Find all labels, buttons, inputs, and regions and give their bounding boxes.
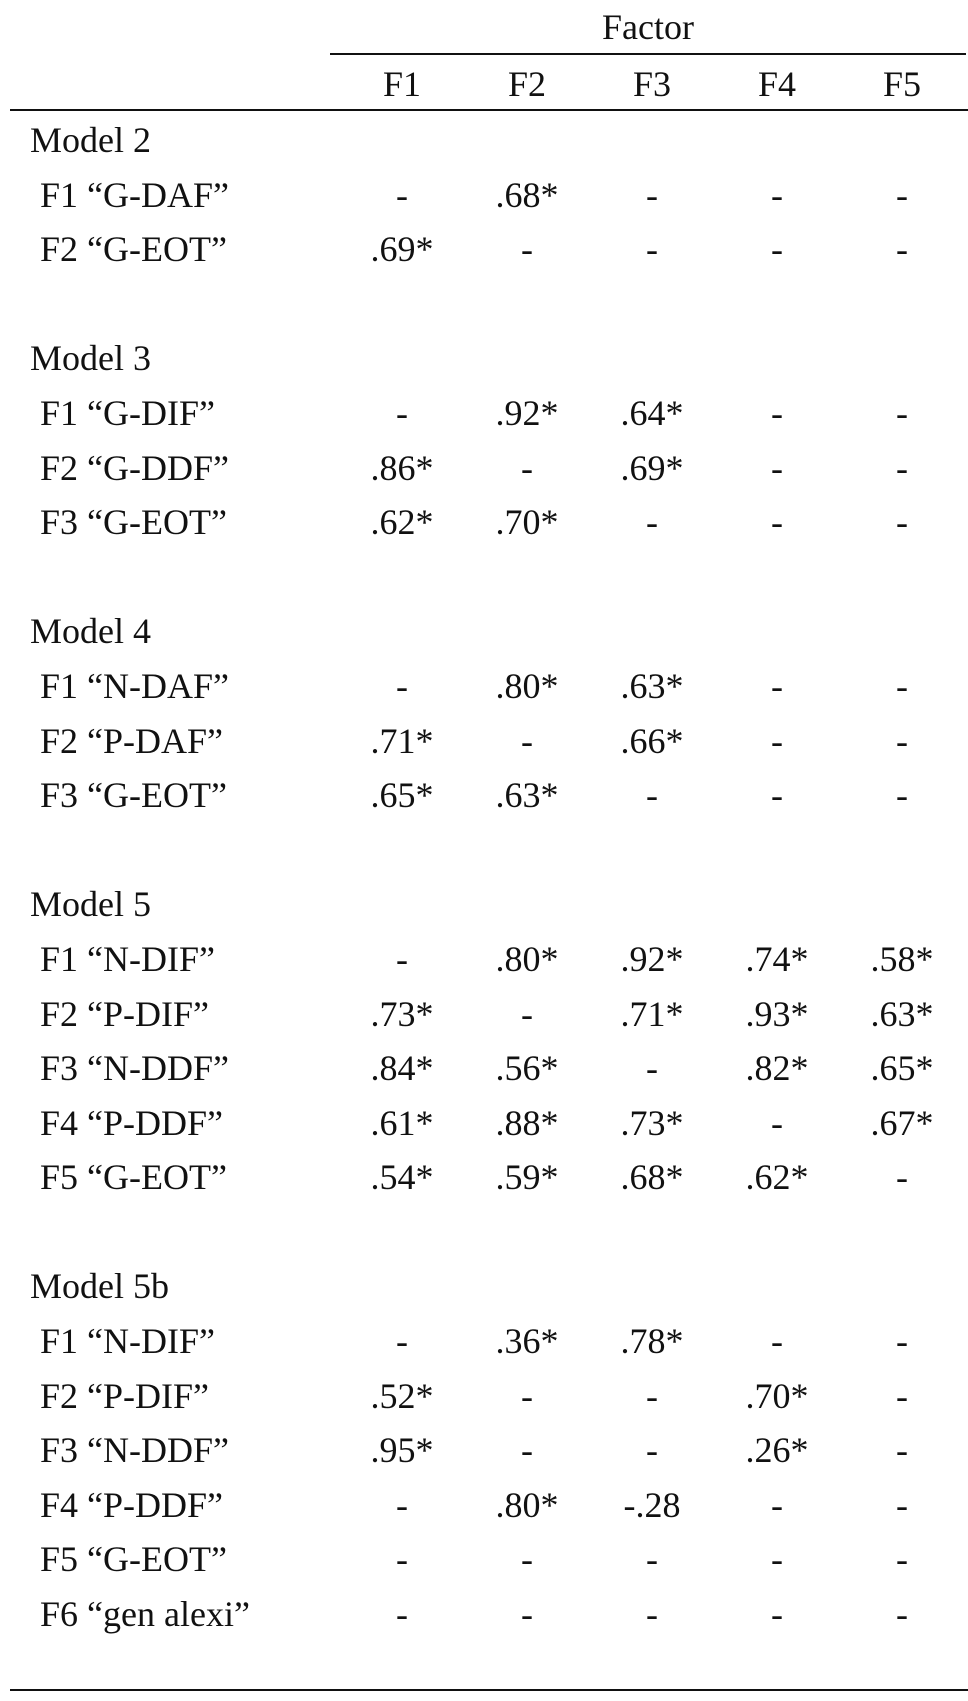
table-cell-f2: - xyxy=(521,993,533,1034)
table-cell-f4: - xyxy=(771,1102,783,1143)
model-heading-row xyxy=(10,331,968,386)
table-cell-f1: .86* xyxy=(370,447,434,488)
table-cell-f2: - xyxy=(521,1375,533,1416)
row-label: F3 “N-DDF” xyxy=(40,1048,229,1089)
table-row xyxy=(10,932,968,987)
table-cell-f4: - xyxy=(771,1594,783,1635)
row-label: F3 “N-DDF” xyxy=(40,1430,229,1471)
table-cell-f1: .84* xyxy=(370,1048,434,1089)
table-cell-f1: .69* xyxy=(370,229,434,270)
table-cell-f5: .58* xyxy=(870,938,934,979)
row-label: F1 “G-DAF” xyxy=(40,174,229,215)
table-cell-f2: .36* xyxy=(495,1321,559,1362)
table-cell-f5: - xyxy=(896,1157,908,1198)
table-row xyxy=(10,386,968,441)
table-row xyxy=(10,1314,968,1369)
table-row xyxy=(10,1150,968,1205)
row-label: F2 “P-DIF” xyxy=(40,1375,209,1416)
row-label: F1 “G-DIF” xyxy=(40,392,215,433)
model-heading: Model 2 xyxy=(30,120,151,160)
factor-group-label: Factor xyxy=(602,7,694,47)
table-row xyxy=(10,768,968,823)
table-cell-f4: - xyxy=(771,1321,783,1362)
model-heading-row xyxy=(10,1259,968,1314)
table-cell-f5: - xyxy=(896,1375,908,1416)
table-cell-f3: - xyxy=(646,174,658,215)
table-cell-f4: - xyxy=(771,1539,783,1580)
table-cell-f5: - xyxy=(896,1539,908,1580)
table-cell-f4: - xyxy=(771,229,783,270)
table-cell-f2: .68* xyxy=(495,174,559,215)
factor-header-rule xyxy=(330,53,966,55)
table-cell-f1: - xyxy=(396,938,408,979)
table-row xyxy=(10,1369,968,1424)
model-heading-row xyxy=(10,877,968,932)
model-heading: Model 5 xyxy=(30,884,151,925)
table-cell-f2: .88* xyxy=(495,1102,559,1143)
table-cell-f4: .62* xyxy=(745,1157,809,1198)
table-cell-f4: - xyxy=(771,1484,783,1525)
table-cell-f1: - xyxy=(396,1594,408,1635)
table-row xyxy=(10,1587,968,1642)
column-header-f4: F4 xyxy=(757,64,797,104)
spacer-row xyxy=(10,823,968,878)
table-cell-f3: .71* xyxy=(620,993,684,1034)
table-cell-f1: .62* xyxy=(370,502,434,543)
table-cell-f1: .71* xyxy=(370,720,434,761)
table-cell-f4: .93* xyxy=(745,993,809,1034)
row-label: F2 “G-EOT” xyxy=(40,229,227,270)
table-cell-f3: .68* xyxy=(620,1157,684,1198)
table-cell-f1: .54* xyxy=(370,1157,434,1198)
model-heading-row xyxy=(10,113,968,168)
table-cell-f4: - xyxy=(771,392,783,433)
table-cell-f1: - xyxy=(396,1321,408,1362)
table-cell-f5: - xyxy=(896,174,908,215)
row-label: F3 “G-EOT” xyxy=(40,502,227,543)
spacer-row xyxy=(10,1205,968,1260)
table-cell-f3: - xyxy=(646,775,658,816)
table-cell-f4: - xyxy=(771,447,783,488)
table-cell-f3: - xyxy=(646,1048,658,1089)
column-header-f2: F2 xyxy=(507,64,547,104)
table-cell-f4: .82* xyxy=(745,1048,809,1089)
table-cell-f2: - xyxy=(521,720,533,761)
spacer-row xyxy=(10,550,968,605)
table-cell-f3: - xyxy=(646,229,658,270)
table-cell-f4: - xyxy=(771,720,783,761)
model-heading: Model 3 xyxy=(30,338,151,379)
table-row xyxy=(10,987,968,1042)
table-cell-f4: - xyxy=(771,775,783,816)
row-label: F6 “gen alexi” xyxy=(40,1594,250,1635)
table-cell-f4: - xyxy=(771,174,783,215)
row-label: F1 “N-DAF” xyxy=(40,665,229,706)
factor-group-header xyxy=(10,2,968,52)
table-cell-f5: - xyxy=(896,392,908,433)
table-cell-f4: - xyxy=(771,502,783,543)
table-cell-f4: - xyxy=(771,665,783,706)
table-row xyxy=(10,222,968,277)
table-cell-f2: .70* xyxy=(495,502,559,543)
table-cell-f2: .80* xyxy=(495,665,559,706)
table-cell-f2: .63* xyxy=(495,775,559,816)
table-cell-f2: .59* xyxy=(495,1157,559,1198)
table-cell-f2: .92* xyxy=(495,392,559,433)
table-cell-f5: - xyxy=(896,775,908,816)
row-label: F4 “P-DDF” xyxy=(40,1102,224,1143)
table-cell-f5: - xyxy=(896,720,908,761)
spacer-row xyxy=(10,277,968,332)
table-cell-f1: - xyxy=(396,392,408,433)
row-label: F1 “N-DIF” xyxy=(40,938,215,979)
table-cell-f3: - xyxy=(646,1430,658,1471)
table-cell-f2: - xyxy=(521,447,533,488)
table-cell-f5: - xyxy=(896,229,908,270)
table-row xyxy=(10,1096,968,1151)
table-cell-f5: - xyxy=(896,502,908,543)
row-label: F4 “P-DDF” xyxy=(40,1484,224,1525)
table-cell-f5: - xyxy=(896,665,908,706)
table-cell-f1: - xyxy=(396,1539,408,1580)
table-cell-f3: .92* xyxy=(620,938,684,979)
column-header-f5: F5 xyxy=(882,64,922,104)
table-cell-f1: - xyxy=(396,665,408,706)
table-bottom-rule xyxy=(10,1689,968,1691)
table-cell-f5: .63* xyxy=(870,993,934,1034)
table-row xyxy=(10,1478,968,1533)
table-cell-f3: .63* xyxy=(620,665,684,706)
row-label: F1 “N-DIF” xyxy=(40,1321,215,1362)
table-row xyxy=(10,659,968,714)
table-cell-f2: .80* xyxy=(495,938,559,979)
column-header-f3: F3 xyxy=(632,64,672,104)
table-cell-f1: - xyxy=(396,1484,408,1525)
table-row xyxy=(10,441,968,496)
table-cell-f1: .65* xyxy=(370,775,434,816)
table-top-rule xyxy=(10,109,968,111)
table-row xyxy=(10,714,968,769)
table-cell-f3: -.28 xyxy=(623,1484,681,1525)
table-cell-f2: - xyxy=(521,1430,533,1471)
table-cell-f5: - xyxy=(896,447,908,488)
table-cell-f4: .70* xyxy=(745,1375,809,1416)
model-heading-row xyxy=(10,604,968,659)
table-cell-f2: .56* xyxy=(495,1048,559,1089)
table-cell-f3: - xyxy=(646,1594,658,1635)
model-heading: Model 5b xyxy=(30,1266,169,1307)
table-cell-f2: - xyxy=(521,229,533,270)
table-cell-f3: - xyxy=(646,1375,658,1416)
table-cell-f3: .73* xyxy=(620,1102,684,1143)
table-cell-f1: .95* xyxy=(370,1430,434,1471)
table-cell-f5: - xyxy=(896,1594,908,1635)
table-cell-f3: .78* xyxy=(620,1321,684,1362)
table-cell-f3: .69* xyxy=(620,447,684,488)
table-cell-f1: - xyxy=(396,174,408,215)
table-cell-f1: .61* xyxy=(370,1102,434,1143)
table-cell-f1: .52* xyxy=(370,1375,434,1416)
table-cell-f5: - xyxy=(896,1321,908,1362)
row-label: F2 “P-DAF” xyxy=(40,720,224,761)
table-cell-f5: .67* xyxy=(870,1102,934,1143)
row-label: F5 “G-EOT” xyxy=(40,1539,227,1580)
column-header-row xyxy=(10,58,968,110)
table-cell-f5: .65* xyxy=(870,1048,934,1089)
column-header-f1: F1 xyxy=(382,64,422,104)
table-cell-f1: .73* xyxy=(370,993,434,1034)
table-body xyxy=(10,113,968,1642)
table-cell-f5: - xyxy=(896,1484,908,1525)
table-cell-f3: - xyxy=(646,502,658,543)
table-row xyxy=(10,1532,968,1587)
table-cell-f4: .26* xyxy=(745,1430,809,1471)
table-cell-f3: .66* xyxy=(620,720,684,761)
table-cell-f2: - xyxy=(521,1539,533,1580)
table-cell-f4: .74* xyxy=(745,938,809,979)
table-cell-f5: - xyxy=(896,1430,908,1471)
model-heading: Model 4 xyxy=(30,611,151,652)
row-label: F2 “G-DDF” xyxy=(40,447,229,488)
row-label: F3 “G-EOT” xyxy=(40,775,227,816)
table-cell-f3: .64* xyxy=(620,392,684,433)
table-row xyxy=(10,1423,968,1478)
table-row xyxy=(10,495,968,550)
table-row xyxy=(10,1041,968,1096)
row-label: F2 “P-DIF” xyxy=(40,993,209,1034)
table-cell-f3: - xyxy=(646,1539,658,1580)
table-row xyxy=(10,168,968,223)
table-cell-f2: - xyxy=(521,1594,533,1635)
row-label: F5 “G-EOT” xyxy=(40,1157,227,1198)
table-cell-f2: .80* xyxy=(495,1484,559,1525)
